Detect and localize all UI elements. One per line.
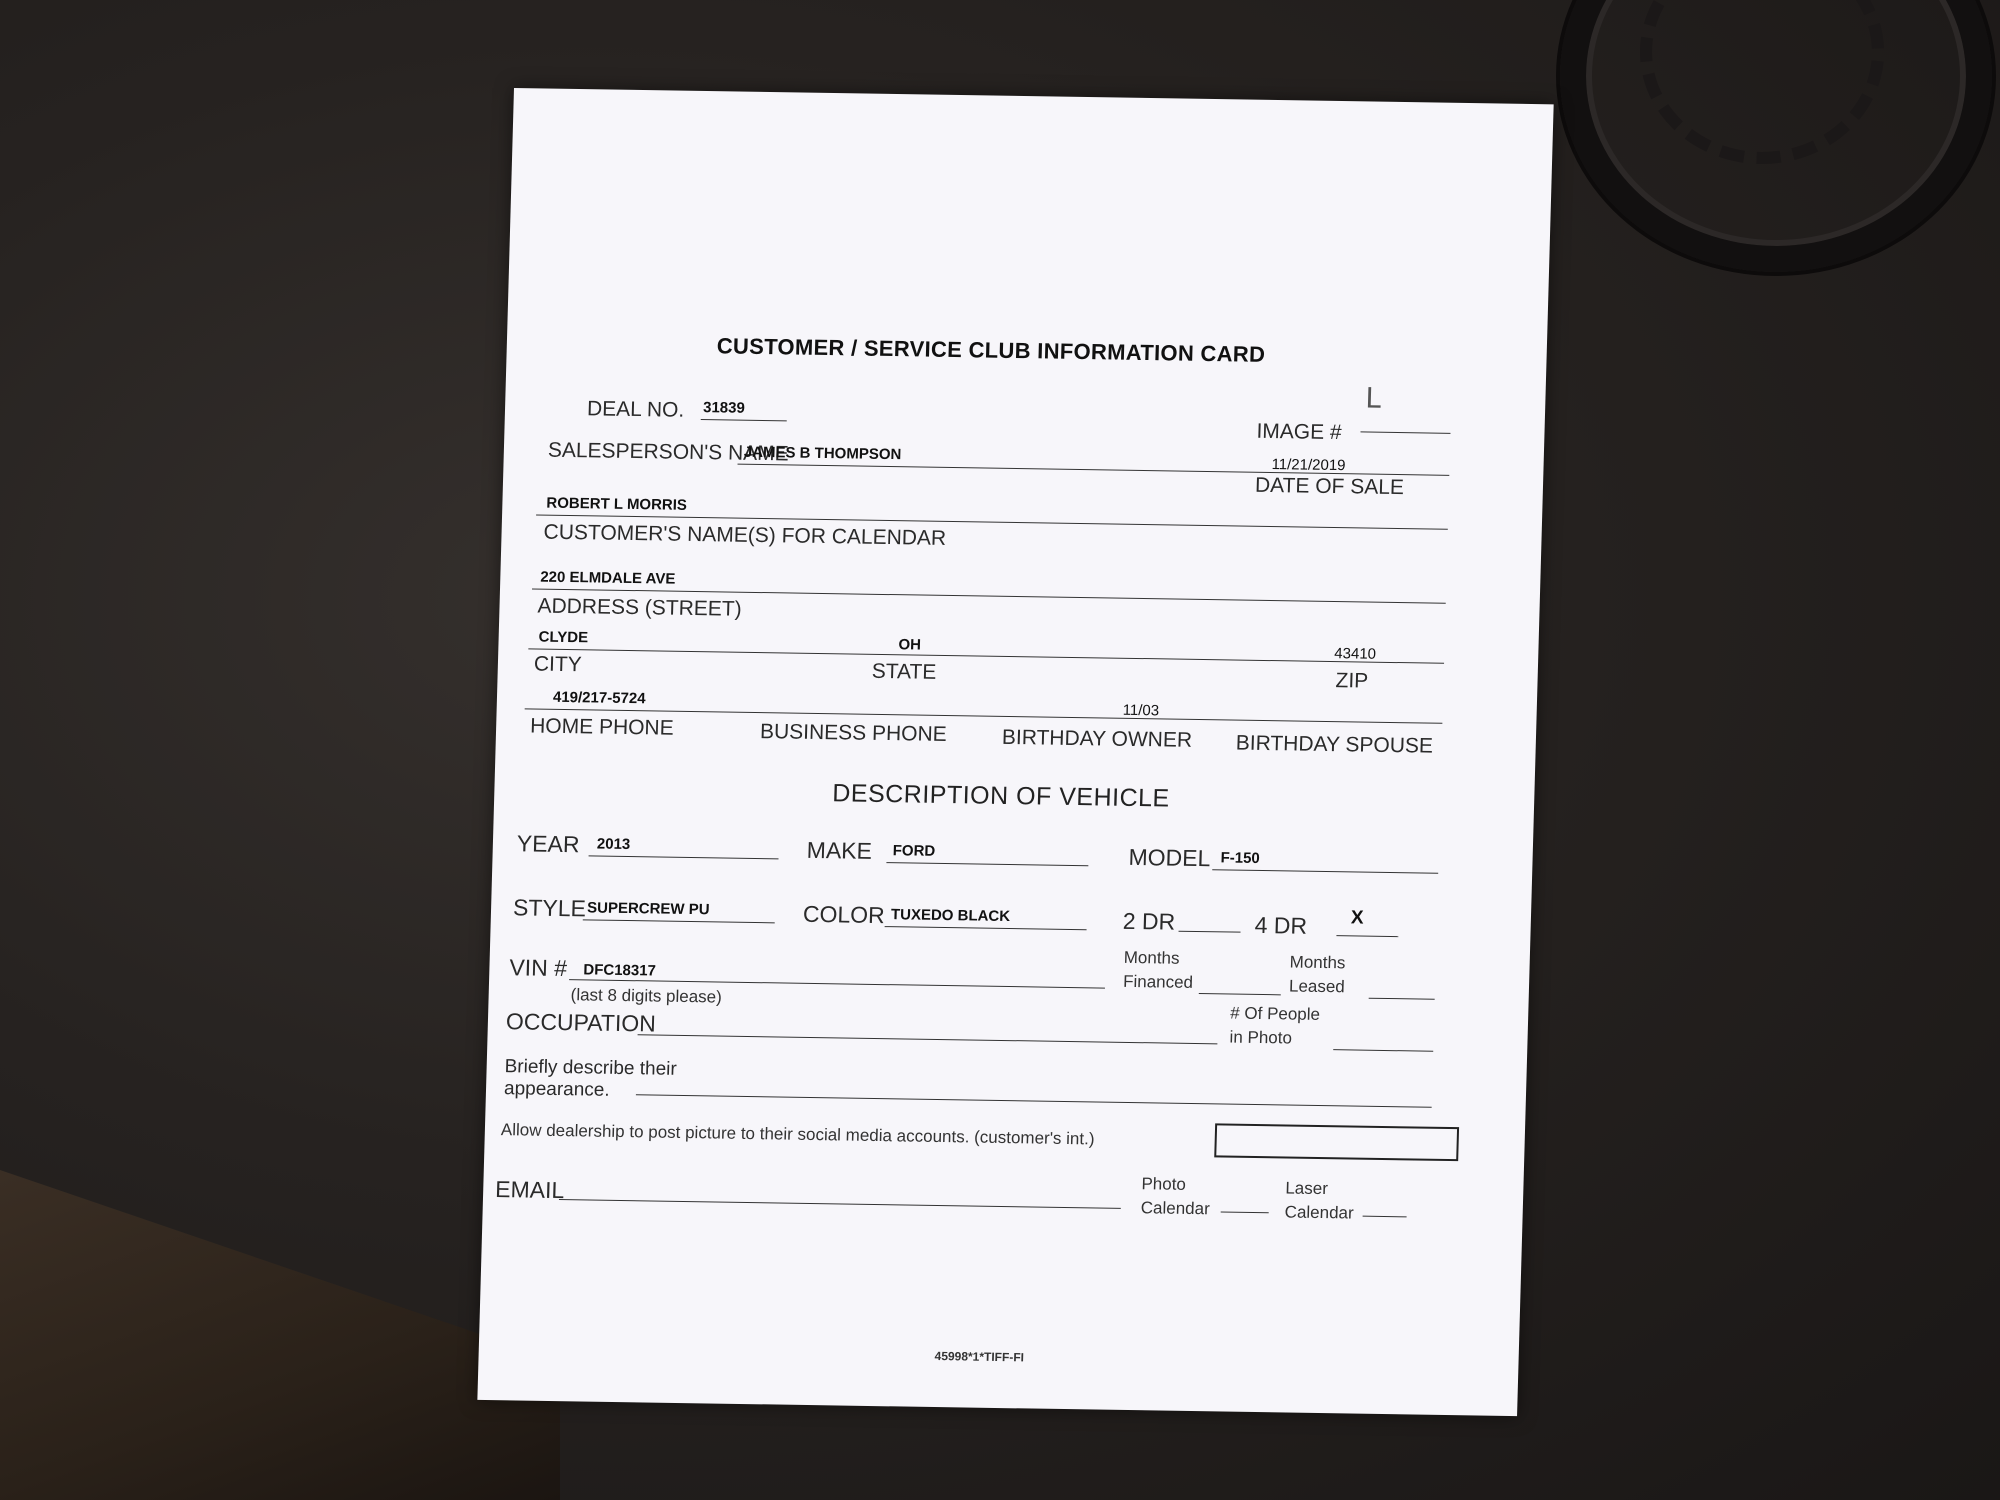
customer-name-value[interactable]: ROBERT L MORRIS — [546, 494, 688, 514]
city-value[interactable]: CLYDE — [538, 628, 589, 647]
months-leased-label-2: Leased — [1288, 976, 1346, 997]
two-dr-line[interactable] — [1179, 931, 1241, 933]
social-media-permission-label: Allow dealership to post picture to their social media accounts. (customer's int.) — [500, 1120, 1095, 1149]
occupation-label: OCCUPATION — [505, 1008, 657, 1037]
occupation-line[interactable] — [638, 1034, 1218, 1044]
zip-label: ZIP — [1335, 669, 1369, 693]
email-label: EMAIL — [494, 1176, 565, 1204]
social-media-permission-box[interactable] — [1214, 1123, 1459, 1161]
people-in-photo-label-2: in Photo — [1229, 1027, 1293, 1048]
people-in-photo-label-1: # Of People — [1229, 1003, 1321, 1024]
style-label: STYLE — [512, 894, 587, 922]
address-value[interactable]: 220 ELMDALE AVE — [540, 568, 676, 588]
deal-no-value[interactable]: 31839 — [702, 399, 746, 417]
deal-no-line — [701, 419, 787, 421]
business-phone-label: BUSINESS PHONE — [759, 720, 948, 746]
email-line[interactable] — [559, 1199, 1121, 1209]
make-label: MAKE — [806, 836, 873, 864]
handwritten-check-icon: ᒪ — [1364, 381, 1382, 415]
address-label: ADDRESS (STREET) — [537, 594, 742, 621]
city-label: CITY — [533, 652, 583, 677]
model-value[interactable]: F-150 — [1220, 849, 1261, 867]
salesperson-value[interactable]: JAMES B THOMPSON — [743, 443, 902, 464]
customer-name-label: CUSTOMER'S NAME(S) FOR CALENDAR — [543, 520, 947, 550]
photo-calendar-label-2: Calendar — [1140, 1198, 1211, 1219]
months-financed-label-2: Financed — [1122, 971, 1194, 992]
photo-calendar-label-1: Photo — [1141, 1174, 1187, 1194]
vehicle-section-title: DESCRIPTION OF VEHICLE — [831, 779, 1171, 813]
four-dr-line — [1336, 935, 1398, 937]
vin-label: VIN # — [509, 954, 568, 982]
year-label: YEAR — [516, 830, 580, 858]
year-value[interactable]: 2013 — [596, 835, 631, 854]
city-state-zip-line — [528, 648, 1444, 663]
vin-value[interactable]: DFC18317 — [583, 961, 657, 980]
home-phone-label: HOME PHONE — [529, 714, 674, 740]
appearance-label-1: Briefly describe their — [504, 1056, 678, 1080]
form-code: 45998*1*TIFF-FI — [934, 1349, 1025, 1365]
information-card — [477, 88, 1553, 1416]
months-financed-line[interactable] — [1199, 993, 1281, 995]
photo-calendar-line[interactable] — [1221, 1211, 1269, 1213]
zip-value[interactable]: 43410 — [1334, 645, 1377, 663]
color-line — [885, 926, 1087, 930]
year-line — [589, 855, 779, 859]
date-of-sale-label: DATE OF SALE — [1254, 473, 1405, 500]
color-label: COLOR — [802, 900, 886, 929]
make-value[interactable]: FORD — [892, 842, 936, 860]
four-dr-mark[interactable]: X — [1350, 907, 1364, 929]
months-financed-label-1: Months — [1123, 947, 1180, 968]
appearance-label-2: appearance. — [503, 1078, 610, 1101]
make-line — [886, 862, 1088, 866]
salesperson-label: SALESPERSON'S NAME — [547, 438, 790, 466]
image-label: IMAGE # — [1256, 419, 1343, 445]
model-label: MODEL — [1128, 843, 1211, 872]
four-dr-label: 4 DR — [1254, 911, 1308, 939]
laser-calendar-line[interactable] — [1363, 1216, 1407, 1218]
months-leased-line[interactable] — [1369, 998, 1435, 1000]
birthday-owner-label: BIRTHDAY OWNER — [1001, 725, 1193, 752]
state-label: STATE — [871, 659, 937, 684]
birthday-owner-value[interactable]: 11/03 — [1122, 701, 1160, 720]
vin-hint: (last 8 digits please) — [570, 985, 723, 1007]
home-phone-value[interactable]: 419/217-5724 — [552, 688, 646, 708]
color-value[interactable]: TUXEDO BLACK — [890, 906, 1011, 926]
date-of-sale-value[interactable]: 11/21/2019 — [1271, 456, 1346, 475]
model-line — [1212, 869, 1438, 874]
appearance-line[interactable] — [636, 1094, 1432, 1108]
birthday-spouse-label: BIRTHDAY SPOUSE — [1235, 731, 1434, 758]
style-line — [583, 919, 775, 923]
style-value[interactable]: SUPERCREW PU — [586, 899, 710, 919]
state-value[interactable]: OH — [898, 636, 922, 654]
months-leased-label-1: Months — [1289, 952, 1346, 973]
form-title: CUSTOMER / SERVICE CLUB INFORMATION CARD — [716, 333, 1266, 367]
laser-calendar-label-1: Laser — [1285, 1178, 1329, 1199]
deal-no-label: DEAL NO. — [586, 397, 685, 422]
people-in-photo-line[interactable] — [1333, 1049, 1433, 1052]
laser-calendar-label-2: Calendar — [1284, 1202, 1354, 1223]
image-line[interactable] — [1360, 431, 1450, 433]
two-dr-label: 2 DR — [1122, 907, 1176, 935]
